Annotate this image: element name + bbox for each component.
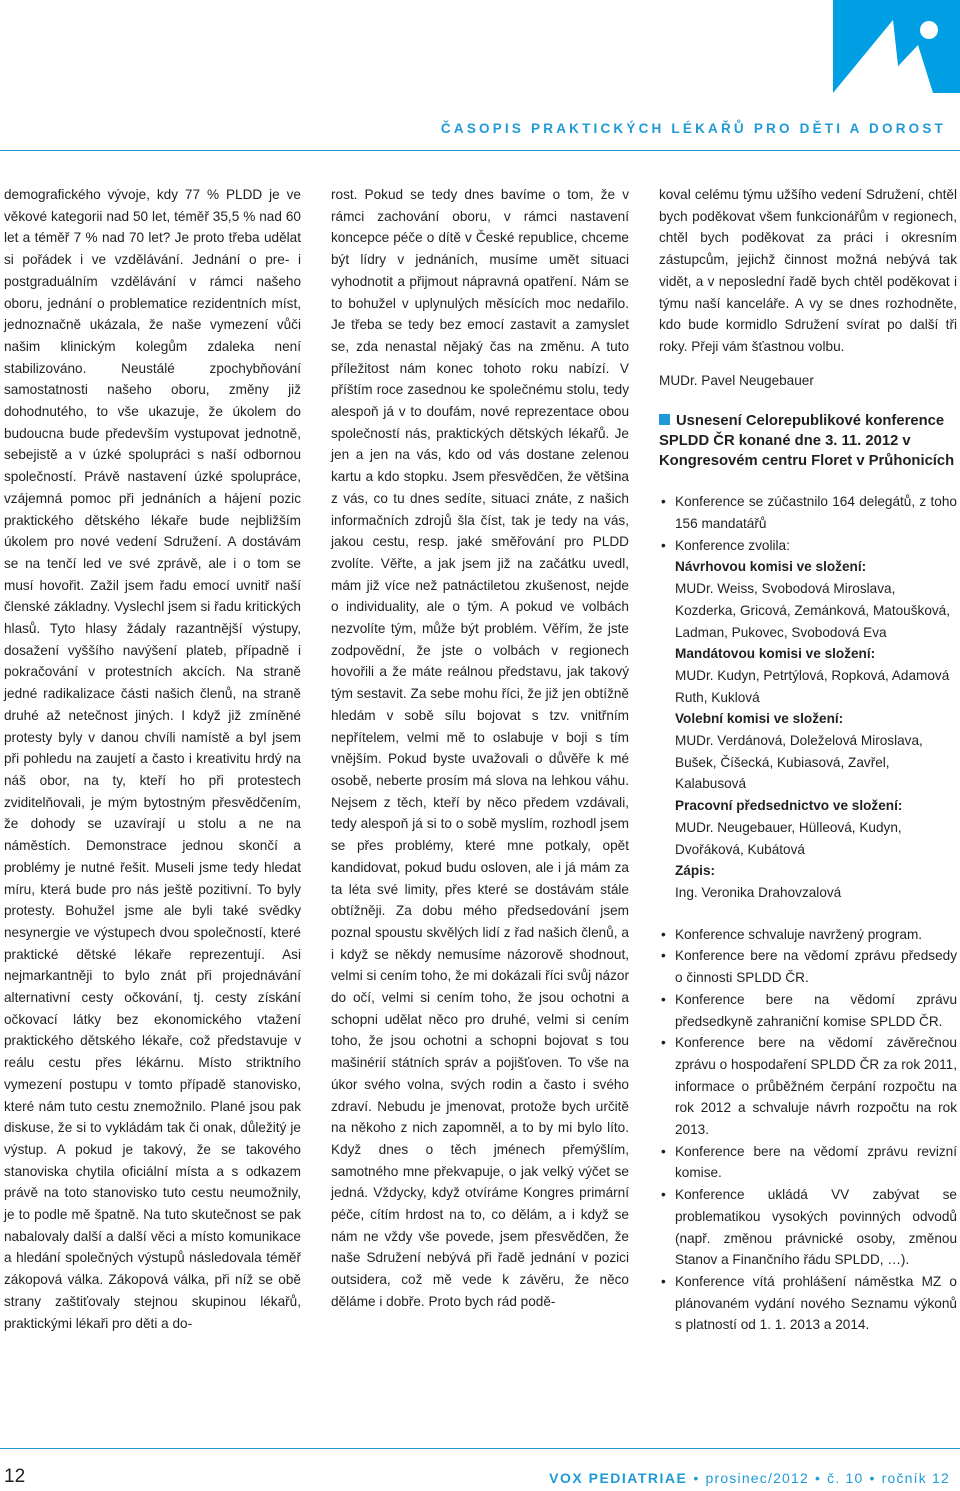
col2-text: rost. Pokud se tedy dnes bavíme o tom, že v rámci zachování oboru, v rámci nastavení koncepce péče o dítě v České republice, chceme být lídry v jednáních, musíme umět situaci vyhodnotit a přijmout nápravná opatření. Nám se to bohužel v uplynulých měsících moc nedařilo. Je třeba se tedy bez emocí zastavit a zamyslet se, zda nenastal nějaký čas na změnu. A tuto příležitost nám konec tohoto roku nabízí. V příštím roce zasednou ke společnému stolu, tedy alespoň já v to doufám, nové reprezentace obou společností nás, praktických dětských lékařů. Je jen a jen na vás, kdo od vás dostane zelenou kartu a kdo stopku. Jsem přesvědčen, že většina z vás, co tu dnes sedíte, situaci znáte, z našich informačních zdrojů šla číst, tak je tedy na vás, jakou cestu, resp. jaké směřování pro PLDD zvolíte. Věřte, a jak jsem již na začátku uvedl, mám již více než patnáctiletou zkušenost, nejde o individuality, ale o tým. A pokud ve volbách nezvolíte tým, může být problém. Věřím, že jste zodpovědní, že jste o volbách v regionech hovořili a že máte reálnou představu, jak takový tým sestavit. Za sebe mohu říci, že již jen obtížně hledám v sobě sílu bojovat s tzv. vnitřním nepřítelem, velmi mě to oslabuje v boji s tím vnějším. Pokud byste uvažovali o důvěře k mé osobě, neberte prosím má slova na lehkou váhu. Nejsem z těch, kteří by něco předem vzdávali, tedy alespoň já si to o sobě myslím, rozhodl jsem se přes problémy, které mne potkaly, opět kandidovat, pokud budu osloven, ale i já mám za ta léta své limity, přes které se dostávám stále obtížněji. Za dobu mého předsedování jsem poznal spoustu skvělých lidí z řad našich členů, a i když se někdy nemusíme názorově shodnout, velmi si cením toho, že mi dokázali říci svůj názor do očí, velmi si cením toho, že jsou ochotni a schopni udělat něco pro druhé, velmi si cením toho, že jsou ochotni a schopni bojovat s tou mašinérií státních správ a pojišťoven. To vše na úkor svého volna, svých rodin a často i svého zdraví. Nebudu je jmenovat, protože bych určitě na někoho z nich zapomněl, a to by mi bylo líto. Když dnes o těch jménech přemýšlím, samotného mne překvapuje, o jak velký výčet se jedná. Vždycky, když otvíráme Kongres primární péče, cítím hrdost na to, co dělám, a i když se nám ne vždy vše povede, jsem přesvědčen, že naše Sdružení nebývá při řadě jednání v pozici outsidera, což mě vede k závěru, že něco děláme i dobře. Proto bych rád podě- <box>331 187 629 1309</box>
separator-dot: • <box>815 1470 822 1486</box>
list-item-text: Konference schvaluje navržený program. <box>675 926 923 942</box>
list-item-text: Konference bere na vědomí zprávu revizní komise. <box>675 1143 957 1181</box>
commission-title: Pracovní předsednictvo ve složení: <box>675 798 903 814</box>
col1-text: demografického vývoje, kdy 77 % PLDD je ve věkové kategorii nad 50 let, téměř 35,5 % nad 60 let a téměř 7 % nad 70 let? Je proto třeba udělat si pořádek i ve vzdělávání. Jednání o pre- i postgraduálním vzdělávání v rámci našeho oboru, jednání o problematice rezidentních míst, jednoznačně ukázala, že naše vymezení vůči našim klinickým kolegům zdaleka není stabilizováno. Neustálé zpochybňování samostatnosti našeho oboru, změny již dohodnutého, to vše ukazuje, že úkolem do budoucna bude především vystupovat jednotně, sebejistě a v úzké spolupráci s naší odbornou společností. Právě nastavení úzké spolupráce, vzájemná pomoc při jednáních a hájení pozic praktického dětského lékaře bude nejbližším úkolem pro nové vedení Sdružení. A dostávám se na tenčí led ve své zprávě, ale i o tom se musí hovořit. Zažil jsem řadu emocí uvnitř naší členské základny. Vyslechl jsem si řadu kritických hlasů. Tyto hlasy žádaly razantnější výstupy, dosažení vyššího navýšení plateb, případně i pokračování v protestních akcích. Na straně jedné radikalizace části našich členů, na straně druhé až netečnost jiných. I když již zmíněné protesty byly v danou chvíli namístě a byl jsem při pohledu na zaujetí a často i kreativitu hrdý na náš obor, na ty, kteří ho při protestech zviditelňovali, je mým bytostným přesvědčením, že dohody se uzavírají u stolu a ne na náměstích. Demonstrace jednou skončí a problémy je nutné řešit. Museli jsme tedy hledat míru, která bude pro nás ještě pozitivní. To byly protesty. Bohužel jsme ale byli také svědky nesynergie ve výstupech dvou společností, které praktické dětské lékaře reprezentují. Asi nejmarkantněji to bylo znát při projednávání alternativní cesty očkování, tj. cesty získání očkovací látky bez ekonomického vtažení praktického dětského lékaře, což představuje v reálu cestu přes lékárnu. Místo striktního vymezení postupu v tomto případě stanovisko, které nám tuto cestu znemožnilo. Plané jsou pak diskuse, že si to vykládám tak či onak, důležitý je výstup. A pokud je takový, že se takového stanoviska chytila oficiální místa a s odkazem právě na toto stanovisko tuto cestu neumožnily, je to podle mě špatně. Na tuto skutečnost se pak nabalovaly další a další věci a místo komunikace a hledání společných výstupů následovala téměř zákopová válka. Zákopová válka, při níž se obě strany zaštiťovaly stejnou skupinou lékařů, praktickými lékaři pro děti a do- <box>4 187 301 1331</box>
resolution-list-2 <box>659 924 957 1336</box>
commission-members: MUDr. Verdánová, Doleželová Miroslava, Bušek, Číšecká, Kubiasová, Zavřel, Kalabusová <box>675 733 923 792</box>
minutes-title: Zápis: <box>675 863 716 879</box>
commission-title: Návrhovou komisi ve složení: <box>675 559 867 575</box>
child-figure-logo-icon <box>833 0 960 93</box>
list-item-text: Konference ukládá VV zabývat se problematikou vysokých povinných odvodů (např. změnou právnické osoby, změnou Stanov a Finančního řádu SPLDD, …). <box>675 1187 957 1268</box>
magazine-name: VOX PEDIATRIAE <box>549 1470 688 1486</box>
article-column-2 <box>331 184 629 1313</box>
resolution-heading-text: Usnesení Celorepublikové konference SPLDD ČR konané dne 3. 11. 2012 v Kongresovém centru Floret v Průhonicích <box>659 413 955 470</box>
list-item <box>659 989 957 1032</box>
footer-info <box>549 1470 950 1486</box>
commission-members: MUDr. Weiss, Svobodová Miroslava, Kozderka, Gricová, Zemánková, Matoušková, Ladman, Pukovec, Svobodová Eva <box>675 581 951 640</box>
footer-rule <box>0 1448 960 1449</box>
commission-members: MUDr. Kudyn, Petrtýlová, Ropková, Adamová Ruth, Kuklová <box>675 667 950 705</box>
commission-members: MUDr. Neugebauer, Hülleová, Kudyn, Dvořáková, Kubátová <box>675 819 902 857</box>
list-item <box>659 1271 957 1336</box>
author-signature: MUDr. Pavel Neugebauer <box>659 372 814 388</box>
list-item <box>659 1032 957 1141</box>
list-item <box>659 1184 957 1271</box>
separator-dot: • <box>869 1470 876 1486</box>
page-number: 12 <box>4 1466 26 1487</box>
list-item-text: Konference se zúčastnilo 164 delegátů, z toho 156 mandatářů <box>675 494 957 532</box>
header-rule <box>0 150 960 151</box>
resolution-heading <box>659 411 957 471</box>
article-column-3 <box>659 184 957 1336</box>
journal-logo <box>833 0 960 93</box>
list-item-text: Konference bere na vědomí zprávu předsedkyně zahraniční komise SPLDD ČR. <box>675 991 957 1029</box>
article-column-1 <box>4 184 301 1334</box>
volume: ročník 12 <box>881 1470 950 1486</box>
commission-title: Volební komisi ve složení: <box>675 711 844 727</box>
list-item <box>659 491 957 534</box>
list-item-text: • Konference zvolila: <box>675 537 790 553</box>
issue-date: prosinec/2012 <box>705 1470 810 1486</box>
list-item <box>659 924 957 946</box>
journal-header: ČASOPIS PRAKTICKÝCH LÉKAŘŮ PRO DĚTI A DOROST <box>440 121 946 136</box>
resolution-list-1 <box>659 491 957 903</box>
heading-square-icon <box>659 414 670 425</box>
commission-title: Mandátovou komisi ve složení: <box>675 646 876 662</box>
col3-text: koval celému týmu užšího vedení Sdružení, chtěl bych poděkovat všem funkcionářům v regionech, chtěl bych poděkovat za práci i okresním zástupcům, jejichž činnost možná nebývá tak vidět, a v neposlední řadě bych chtěl poděkovat i týmu naší kanceláře. A vy se dnes rozhodněte, kdo bude kormidlo Sdružení svírat po další tři roky. Přeji vám šťastnou volbu. <box>659 187 957 354</box>
list-item-text: Konference vítá prohlášení náměstka MZ o plánovaném vydání nového Seznamu výkonů s platností od 1. 1. 2013 a 2014. <box>675 1273 957 1333</box>
list-item <box>659 1141 957 1184</box>
list-item-text: Konference bere na vědomí závěrečnou zprávu o hospodaření SPLDD ČR za rok 2011, informace o průběžném čerpání rozpočtu na rok 2012 a schvaluje návrh rozpočtu na rok 2013. <box>675 1035 957 1138</box>
list-item <box>659 535 957 904</box>
minutes-name: Ing. Veronika Drahovzalová <box>675 884 842 900</box>
list-item-text: Konference bere na vědomí zprávu předsedy o činnosti SPLDD ČR. <box>675 948 957 986</box>
separator-dot: • <box>693 1470 700 1486</box>
issue-number: č. 10 <box>827 1470 864 1486</box>
list-item <box>659 945 957 988</box>
